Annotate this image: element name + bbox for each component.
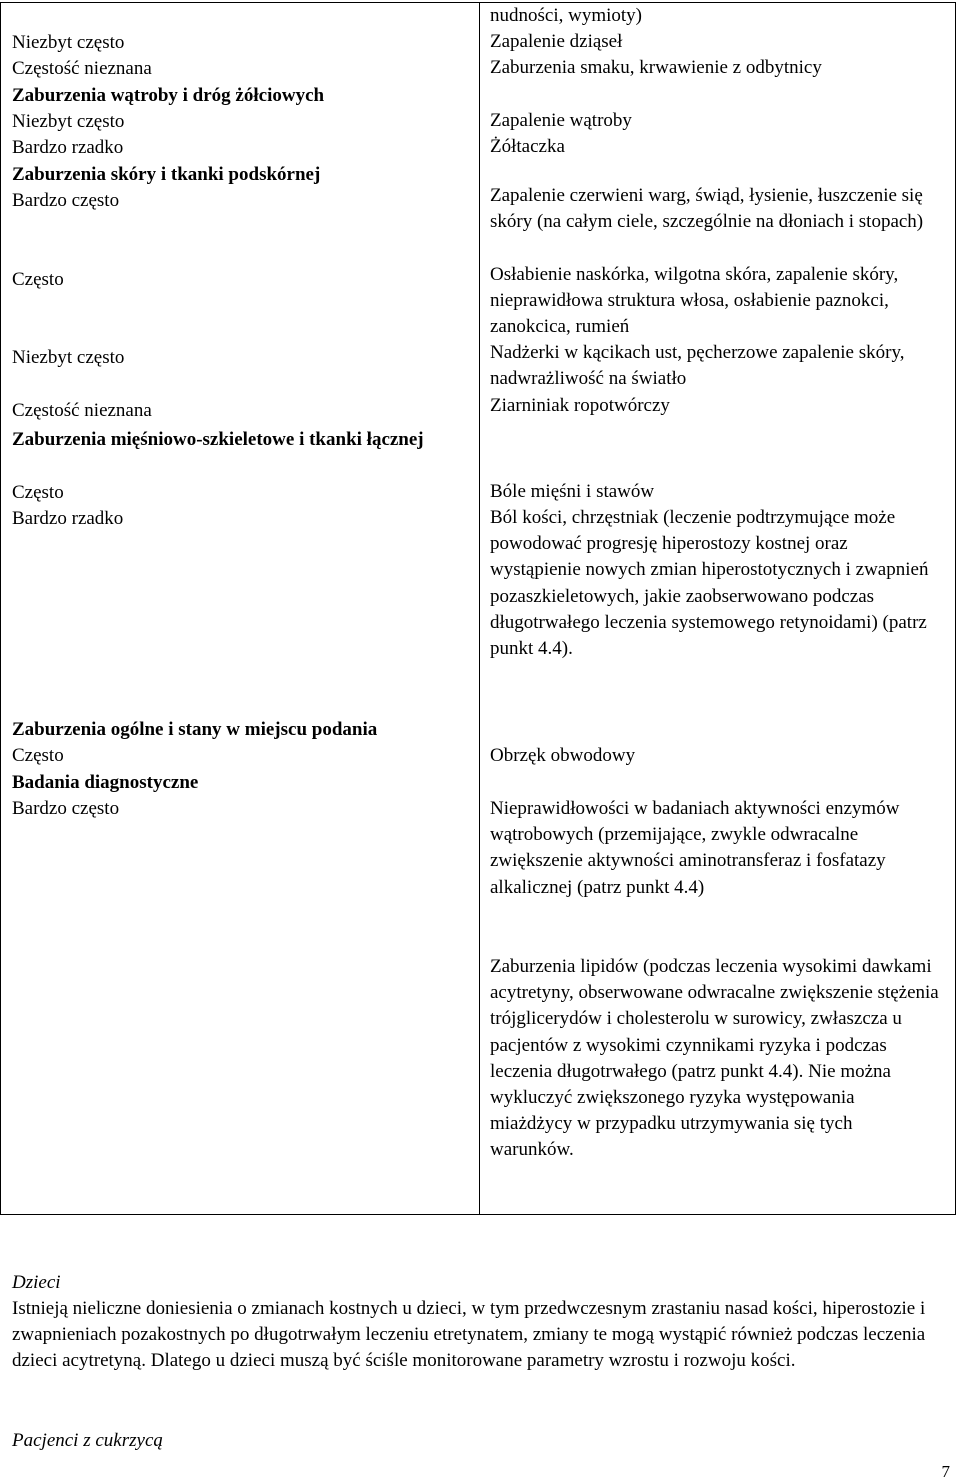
frequency-label: Bardzo często (12, 798, 120, 819)
reaction-text: Żółtaczka (490, 136, 565, 157)
children-section-title: Dzieci (12, 1272, 61, 1293)
reaction-text: Nadżerki w kącikach ust, pęcherzowe zapalenie skóry, nadwrażliwość na światło (490, 342, 905, 390)
children-section-body: Istnieją nieliczne doniesienia o zmianach kostnych u dzieci, w tym przedwczesnym zrastaniu nasad kości, hiperostozie i zwapnieniach pozakostnych po długotrwałym leczeniu etretynatem, zmiany te mogą wystąpić również podczas leczenia dzieci acytretyną. Dlatego u dzieci muszą być ściśle monitorowane parametry wzrostu i rozwoju kości. (12, 1298, 926, 1372)
reaction-text: Zapalenie wątroby (490, 110, 632, 131)
reaction-text: Zaburzenia lipidów (podczas leczenia wysokimi dawkami acytretyny, obserwowane odwracalne zwiększenie stężenia trójglicerydów i cholesterolu w surowicy, zwłaszcza u pacjentów z wysokimi czynnikami ryzyka i podczas leczenia długotrwałego (patrz punkt 4.4). Nie można wykluczyć zwiększonego ryzyka występowania miażdżycy w przypadku utrzymywania się tych warunków. (490, 956, 939, 1161)
reaction-text: Nieprawidłowości w badaniach aktywności enzymów wątrobowych (przemijające, zwykle odwracalne zwiększenie aktywności aminotransferaz i fosfatazy alkalicznej (patrz punkt 4.4) (490, 798, 900, 898)
frequency-label: Częstość nieznana (12, 400, 152, 421)
frequency-label: Bardzo rzadko (12, 137, 124, 158)
diabetes-section-title: Pacjenci z cukrzycą (12, 1430, 163, 1451)
reaction-text: Ból kości, chrzęstniak (leczenie podtrzymujące może powodować progresję hiperostozy kostnej oraz wystąpienie nowych zmian hiperostotycznych i zwapnień pozaszkieletowych, jakie zaobserwowano podczas długotrwałego leczenia systemowego retynoidami) (patrz punkt 4.4). (490, 507, 929, 660)
frequency-label: Często (12, 482, 64, 503)
reaction-text: Osłabienie naskórka, wilgotna skóra, zapalenie skóry, nieprawidłowa struktura włosa, osłabienie paznokci, zanokcica, rumień (490, 264, 899, 338)
category-heading: Zaburzenia wątroby i dróg żółciowych (12, 85, 325, 106)
category-heading: Badania diagnostyczne (12, 772, 199, 793)
reaction-text: Obrzęk obwodowy (490, 745, 636, 766)
reaction-text: Zaburzenia smaku, krwawienie z odbytnicy (490, 57, 822, 78)
category-heading: Zaburzenia ogólne i stany w miejscu podania (12, 719, 378, 740)
frequency-label: Niezbyt często (12, 32, 125, 53)
page-number: 7 (941, 1462, 950, 1481)
reaction-text: Ziarniniak ropotwórczy (490, 395, 670, 416)
column-divider (479, 3, 480, 1214)
frequency-label: Częstość nieznana (12, 58, 152, 79)
reaction-text: Bóle mięśni i stawów (490, 481, 655, 502)
category-heading: Zaburzenia skóry i tkanki podskórnej (12, 164, 321, 185)
frequency-label: Bardzo rzadko (12, 508, 124, 529)
reaction-text: Zapalenie dziąseł (490, 31, 623, 52)
reaction-text: nudności, wymioty) (490, 5, 642, 26)
reaction-text: Zapalenie czerwieni warg, świąd, łysienie, łuszczenie się skóry (na całym ciele, szczególnie na dłoniach i stopach) (490, 185, 924, 233)
frequency-label: Często (12, 745, 64, 766)
frequency-label: Niezbyt często (12, 111, 125, 132)
frequency-label: Niezbyt często (12, 347, 125, 368)
category-heading: Zaburzenia mięśniowo-szkieletowe i tkanki łącznej (12, 429, 424, 450)
frequency-label: Bardzo często (12, 190, 120, 211)
frequency-label: Często (12, 269, 64, 290)
